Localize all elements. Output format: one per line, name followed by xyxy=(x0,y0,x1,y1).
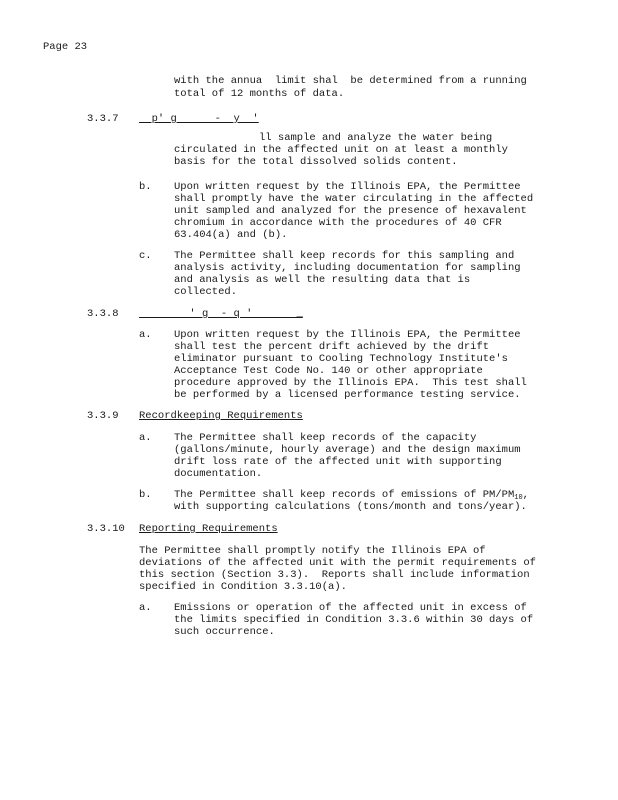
paragraph-line: Acceptance Test Code No. 140 or other appropriate xyxy=(174,365,483,377)
section-number: 3.3.9 xyxy=(87,410,119,422)
paragraph-line: Upon written request by the Illinois EPA, the Permittee xyxy=(174,329,521,341)
paragraph-line: deviations of the affected unit with the permit requirements of xyxy=(139,557,536,569)
paragraph-line: circulated in the affected unit on at least a monthly xyxy=(174,144,508,156)
paragraph-line: drift loss rate of the affected unit with supporting xyxy=(174,456,502,468)
paragraph-line: the limits specified in Condition 3.3.6 within 30 days of xyxy=(174,614,534,626)
paragraph-line: basis for the total dissolved solids content. xyxy=(174,156,458,168)
item-label: b. xyxy=(139,489,152,501)
continuation-line: with the annua limit shal be determined from a running xyxy=(174,75,527,87)
paragraph-line: 63.404(a) and (b). xyxy=(174,229,288,241)
pm-text-end: , xyxy=(522,489,529,501)
paragraph-line: and analysis as well the resulting data that is xyxy=(174,274,471,286)
paragraph-line: specified in Condition 3.3.10(a). xyxy=(139,581,347,593)
section-heading: p' g - y ' xyxy=(139,113,259,125)
section-number: 3.3.10 xyxy=(87,523,125,535)
paragraph-line: shall test the percent drift achieved by the drift xyxy=(174,341,490,353)
paragraph-line: The Permittee shall promptly notify the Illinois EPA of xyxy=(139,545,486,557)
paragraph-line: eliminator pursuant to Cooling Technology Institute's xyxy=(174,353,508,365)
paragraph-line: The Permittee shall keep records of the capacity xyxy=(174,432,477,444)
section-number: 3.3.7 xyxy=(87,113,119,125)
paragraph-line: shall promptly have the water circulating in the affected xyxy=(174,193,534,205)
paragraph-line: analysis activity, including documentation for sampling xyxy=(174,262,521,274)
paragraph-line: Emissions or operation of the affected unit in excess of xyxy=(174,602,527,614)
section-number: 3.3.8 xyxy=(87,308,119,320)
paragraph-line: documentation. xyxy=(174,468,263,480)
section-heading: Recordkeeping Requirements xyxy=(139,410,303,422)
item-label: c. xyxy=(139,250,152,262)
paragraph-line: collected. xyxy=(174,286,238,298)
section-heading: Reporting Requirements xyxy=(139,523,278,535)
paragraph-line: ll sample and analyze the water being xyxy=(259,132,493,144)
continuation-line: total of 12 months of data. xyxy=(174,88,345,100)
paragraph-line: Upon written request by the Illinois EPA, the Permittee xyxy=(174,181,521,193)
item-label: a. xyxy=(139,329,152,341)
paragraph-line: such occurrence. xyxy=(174,626,275,638)
item-label: a. xyxy=(139,432,152,444)
page-label: Page 23 xyxy=(43,41,88,53)
pm-subscript: 10 xyxy=(514,494,523,502)
item-label: b. xyxy=(139,181,152,193)
paragraph-line: be performed by a licensed performance testing service. xyxy=(174,389,521,401)
paragraph-line: procedure approved by the Illinois EPA. This test shall xyxy=(174,377,527,389)
paragraph-line: with supporting calculations (tons/month and tons/year). xyxy=(174,501,527,513)
paragraph-line: unit sampled and analyzed for the presence of hexavalent xyxy=(174,205,527,217)
paragraph-line: this section (Section 3.3). Reports shall include information xyxy=(139,569,530,581)
section-heading: ' g - q ' _ xyxy=(139,308,303,320)
paragraph-line: (gallons/minute, hourly average) and the design maximum xyxy=(174,444,521,456)
item-label: a. xyxy=(139,602,152,614)
paragraph-line: The Permittee shall keep records for this sampling and xyxy=(174,250,515,262)
paragraph-line: chromium in accordance with the procedures of 40 CFR xyxy=(174,217,502,229)
pm-text: The Permittee shall keep records of emissions of PM/PM xyxy=(174,489,515,501)
